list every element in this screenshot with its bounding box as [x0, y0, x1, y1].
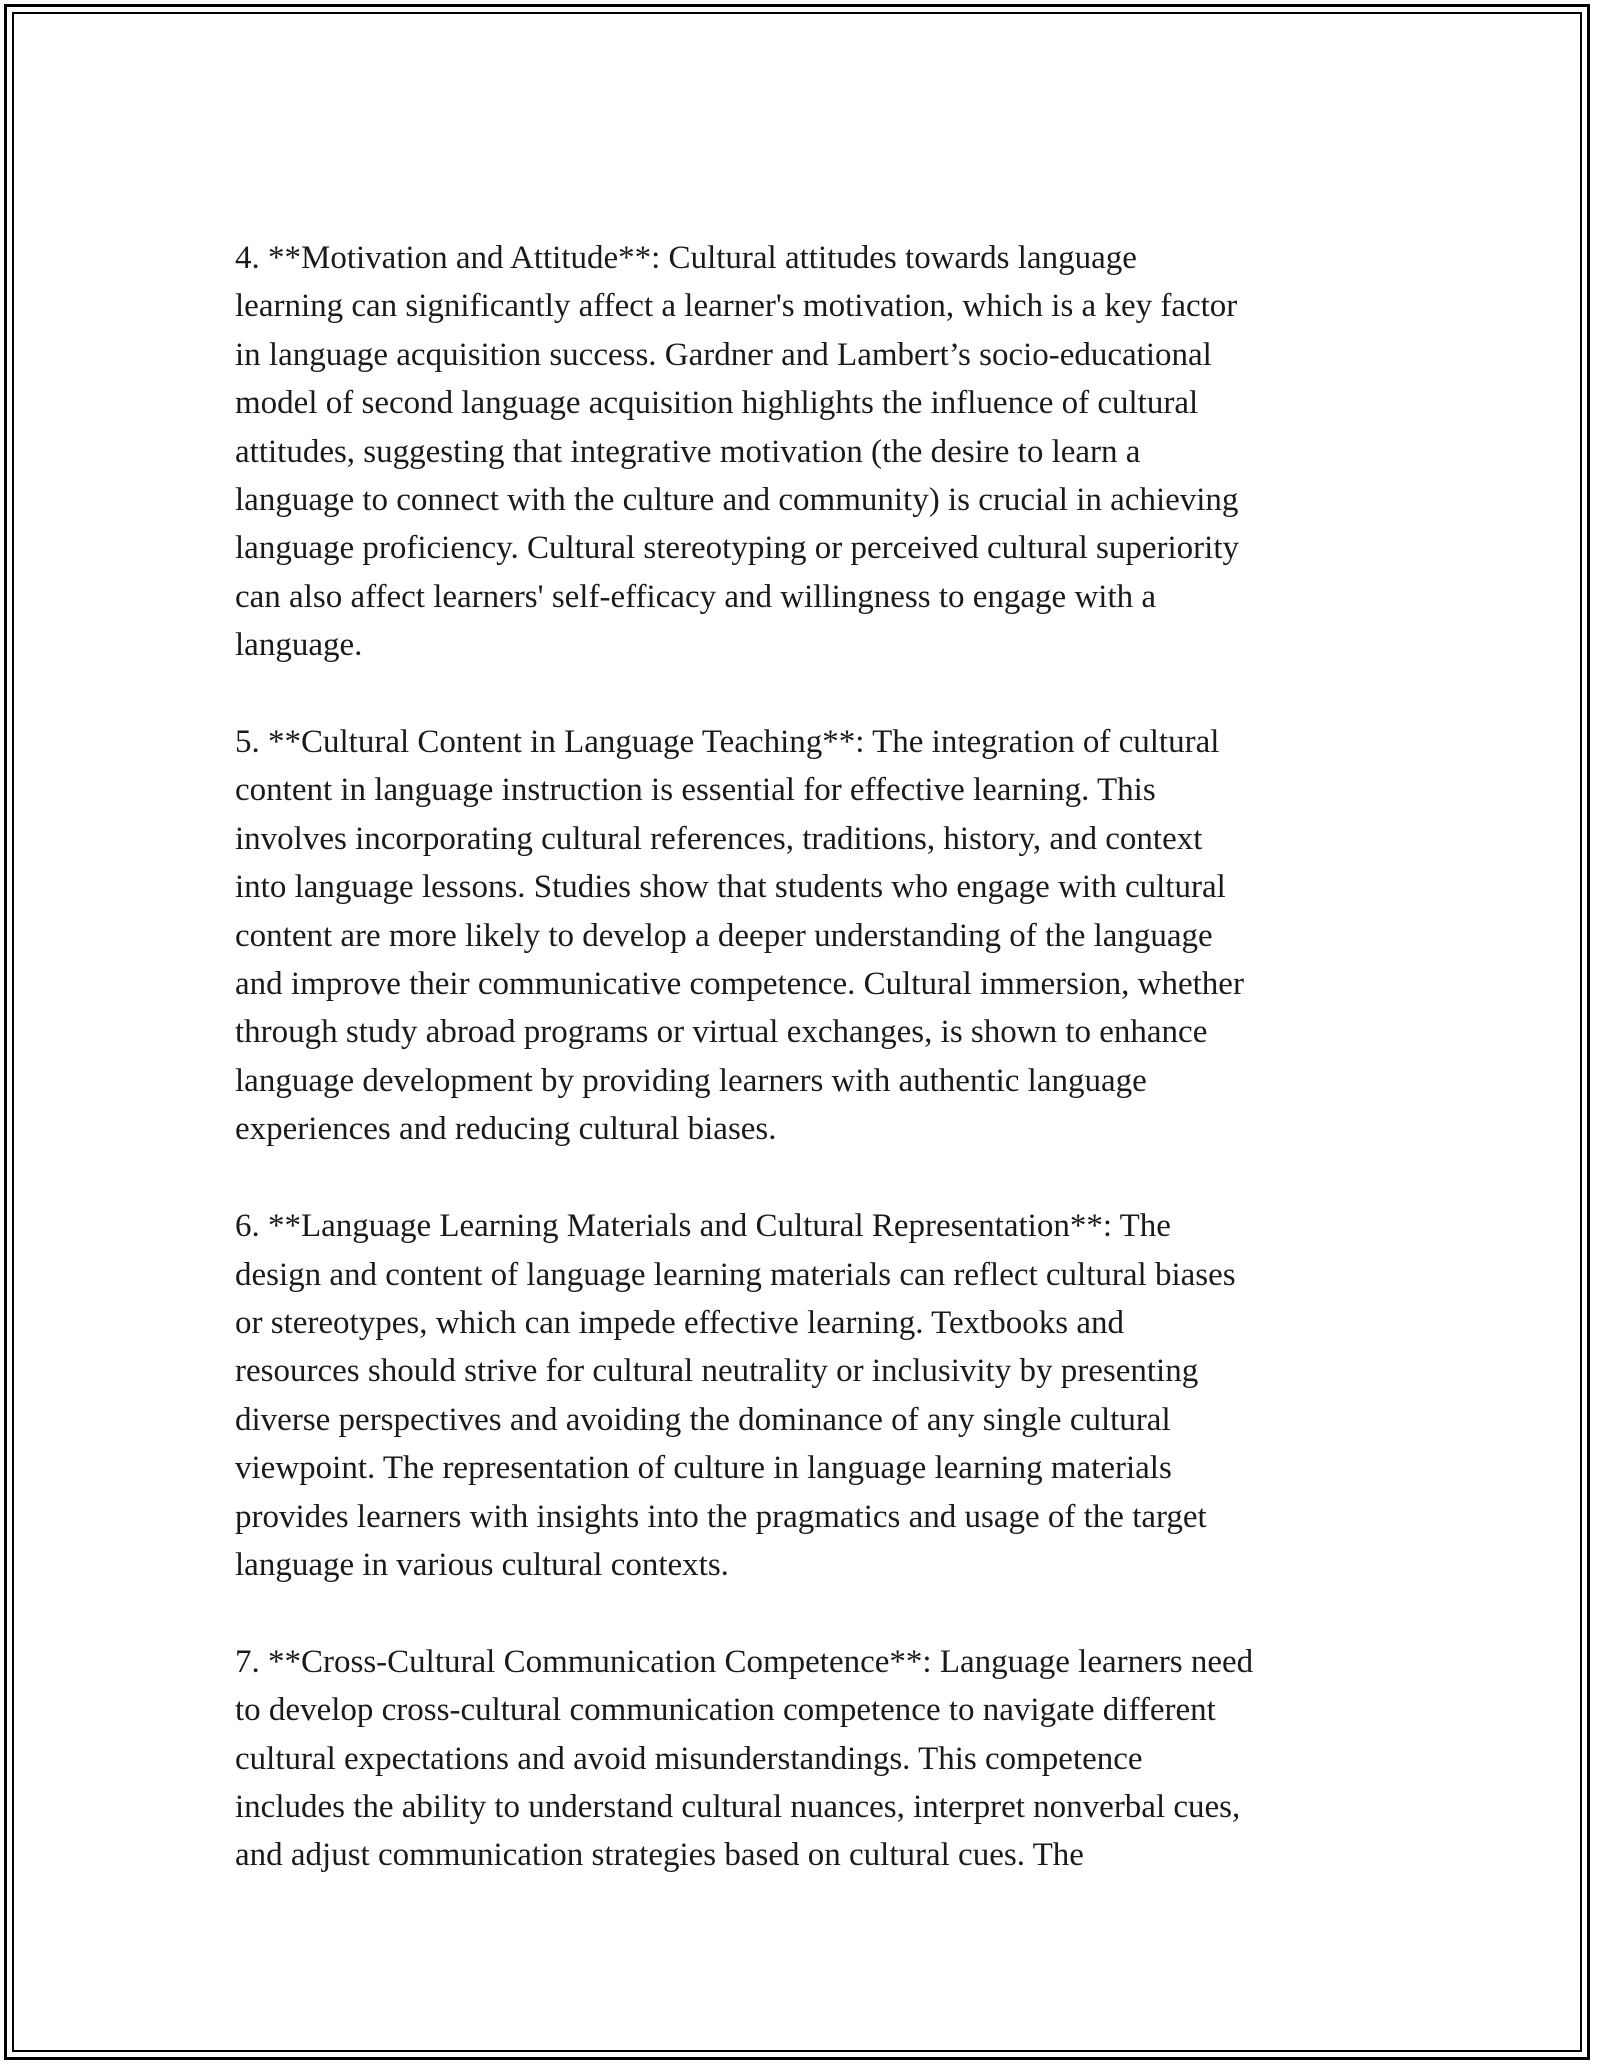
paragraph-cross-cultural-competence: 7. **Cross-Cultural Communication Competence**: Language learners need to develop cross-cultural communication competence to navigate different cultural expectations and avoid misunderstandings. This competence includes the ability to understand cultural nuances, interpret nonverbal cues, and adjust communication strategies based on cultural cues. The — [235, 1643, 1254, 1874]
paragraph-cultural-content-in-teaching: 5. **Cultural Content in Language Teaching**: The integration of cultural content in language instruction is essential for effective learning. This involves incorporating cultural references, traditions, history, and context into language lessons. Studies show that students who engage with cultural content are more likely to develop a deeper understanding of the language and improve their communicative competence. Cultural immersion, whether through study abroad programs or virtual exchanges, is shown to enhance language development by providing learners with authentic language experiences and reducing cultural biases. — [235, 724, 1244, 1148]
paragraph-motivation-and-attitude: 4. **Motivation and Attitude**: Cultural attitudes towards language learning can significantly affect a learner's motivation, which is a key factor in language acquisition success. Gardner and Lambert’s socio-educational model of second language acquisition highlights the influence of cultural attitudes, suggesting that integrative motivation (the desire to learn a language to connect with the culture and community) is crucial in achieving language proficiency. Cultural stereotyping or perceived cultural superiority can also affect learners' self-efficacy and willingness to engage with a language. — [235, 240, 1240, 664]
paragraph-learning-materials-representation: 6. **Language Learning Materials and Cultural Representation**: The design and content of language learning materials can reflect cultural biases or stereotypes, which can impede effective learning. Textbooks and resources should strive for cultural neutrality or inclusivity by presenting diverse perspectives and avoiding the dominance of any single cultural viewpoint. The representation of culture in language learning materials provides learners with insights into the pragmatics and usage of the target language in various cultural contexts. — [235, 1208, 1236, 1583]
document-body — [235, 234, 1385, 1880]
